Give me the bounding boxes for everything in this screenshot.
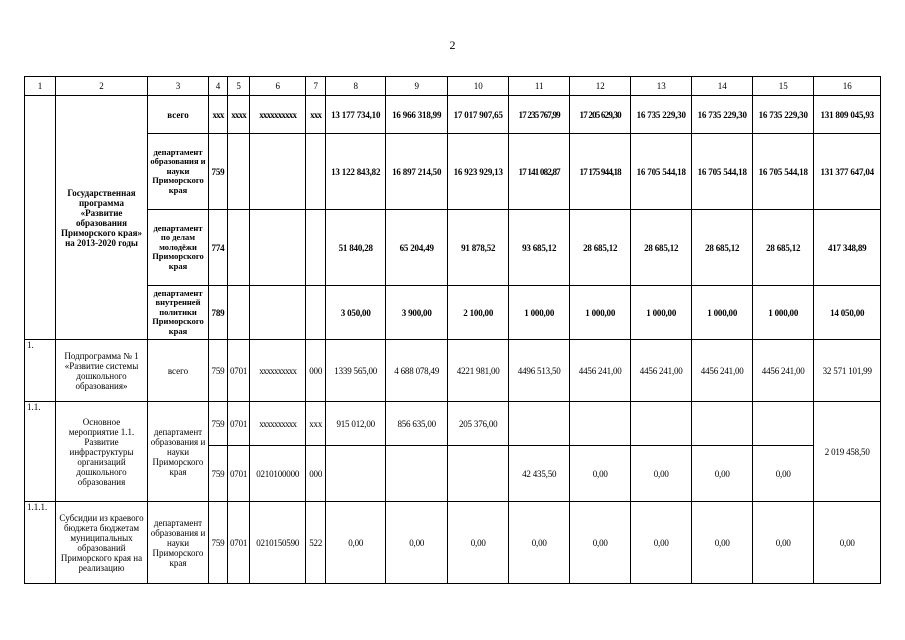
grbs-cell: 759 [209,446,228,502]
value-cell: 1 000,00 [631,286,692,340]
csr-cell: xxxxxxxxxx [250,340,306,402]
value-cell: 0,00 [448,502,509,584]
value-cell: 28 685,12 [753,210,814,286]
header-cell: 5 [228,77,250,96]
grbs-cell: 789 [209,286,228,340]
value-cell [692,402,753,446]
value-cell: 0,00 [753,502,814,584]
rz-cell: 0701 [228,340,250,402]
vr-cell: xxx [306,402,326,446]
value-cell: 28 685,12 [692,210,753,286]
grbs-cell: 759 [209,134,228,210]
value-cell [753,402,814,446]
vr-cell: 522 [306,502,326,584]
csr-cell [250,286,306,340]
rz-cell: 0701 [228,446,250,502]
csr-cell: 0210100000 [250,446,306,502]
value-cell: 0,00 [386,502,448,584]
value-cell: 16 735 229,30 [631,96,692,134]
grbs-cell: 774 [209,210,228,286]
header-cell: 4 [209,77,228,96]
rz-cell [228,134,250,210]
budget-table [24,76,881,584]
value-cell: 417 348,89 [814,210,881,286]
grbs-cell: 759 [209,340,228,402]
value-cell: 4456 241,00 [753,340,814,402]
value-cell: 4456 241,00 [631,340,692,402]
header-cell: 10 [448,77,509,96]
value-cell [570,402,631,446]
rz-cell [228,286,250,340]
value-cell: 16 705 544,18 [753,134,814,210]
table-row [25,210,881,286]
value-cell: 0,00 [570,446,631,502]
table-row [25,96,881,134]
activity-name: Основное мероприятие 1.1. Развитие инфраструктуры организаций дошкольного образования [56,402,148,502]
value-cell: 93 685,12 [509,210,570,286]
value-cell [326,446,386,502]
page-number: 2 [449,38,456,52]
row-number-cell: 1.1. [25,402,56,502]
vr-cell: xxx [306,96,326,134]
value-cell: 0,00 [692,502,753,584]
executor-cell: департамент образования и науки Приморского края [148,502,209,584]
value-cell: 1339 565,00 [326,340,386,402]
value-cell: 28 685,12 [631,210,692,286]
value-cell [509,402,570,446]
value-cell [386,446,448,502]
header-cell: 1 [25,77,56,96]
value-cell: 915 012,00 [326,402,386,446]
value-cell: 17 235 767,99 [509,96,570,134]
header-cell: 9 [386,77,448,96]
header-cell: 11 [509,77,570,96]
csr-cell [250,134,306,210]
rz-cell [228,210,250,286]
csr-cell: xxxxxxxxxx [250,96,306,134]
subprogram-name: Подпрограмма № 1 «Развитие системы дошкольного образования» [56,340,148,402]
value-cell: 0,00 [631,446,692,502]
row-number-cell: 1.1.1. [25,502,56,584]
vr-cell [306,210,326,286]
executor-cell: всего [148,96,209,134]
total-cell: 2 019 458,50 [814,402,881,502]
value-cell: 3 900,00 [386,286,448,340]
header-cell: 13 [631,77,692,96]
value-cell: 13 177 734,10 [326,96,386,134]
value-cell: 42 435,50 [509,446,570,502]
value-cell: 1 000,00 [509,286,570,340]
activity-name: Субсидии из краевого бюджета бюджетам муниципальных образований Приморского края на реализацию [56,502,148,584]
value-cell: 0,00 [814,502,881,584]
value-cell: 0,00 [753,446,814,502]
value-cell: 2 100,00 [448,286,509,340]
value-cell: 14 050,00 [814,286,881,340]
executor-cell: департамент образования и науки Приморского края [148,402,209,502]
value-cell: 0,00 [692,446,753,502]
header-cell: 6 [250,77,306,96]
rz-cell: 0701 [228,502,250,584]
value-cell: 16 735 229,30 [753,96,814,134]
header-cell: 16 [814,77,881,96]
value-cell: 4496 513,50 [509,340,570,402]
value-cell: 17 205 629,30 [570,96,631,134]
value-cell [448,446,509,502]
header-cell: 12 [570,77,631,96]
header-row [25,77,881,96]
value-cell: 16 966 318,99 [386,96,448,134]
header-cell: 15 [753,77,814,96]
vr-cell [306,286,326,340]
header-cell: 2 [56,77,148,96]
table-row [25,340,881,402]
table-row [25,402,881,446]
header-cell: 8 [326,77,386,96]
value-cell: 1 000,00 [570,286,631,340]
value-cell: 131 377 647,04 [814,134,881,210]
value-cell: 131 809 045,93 [814,96,881,134]
vr-cell: 000 [306,446,326,502]
csr-cell: xxxxxxxxxx [250,402,306,446]
value-cell: 4456 241,00 [570,340,631,402]
value-cell: 0,00 [509,502,570,584]
value-cell: 0,00 [326,502,386,584]
grbs-cell: xxx [209,96,228,134]
grbs-cell: 759 [209,402,228,446]
value-cell: 17 017 907,65 [448,96,509,134]
value-cell: 3 050,00 [326,286,386,340]
value-cell: 17 175 944,18 [570,134,631,210]
value-cell: 28 685,12 [570,210,631,286]
value-cell: 13 122 843,82 [326,134,386,210]
row-number-cell [25,96,56,340]
value-cell: 91 878,52 [448,210,509,286]
value-cell: 1 000,00 [692,286,753,340]
executor-cell: всего [148,340,209,402]
vr-cell [306,134,326,210]
value-cell: 17 141 082,87 [509,134,570,210]
header-cell: 14 [692,77,753,96]
header-cell: 7 [306,77,326,96]
table-row [25,502,881,584]
table-row [25,286,881,340]
value-cell: 51 840,28 [326,210,386,286]
value-cell: 16 923 929,13 [448,134,509,210]
executor-cell: департамент образования и науки Приморского края [148,134,209,210]
program-name: Государственная программа «Развитие образования Приморского края» на 2013-2020 годы [56,96,148,340]
value-cell: 205 376,00 [448,402,509,446]
csr-cell: 0210150590 [250,502,306,584]
value-cell: 4 688 078,49 [386,340,448,402]
csr-cell [250,210,306,286]
table-row [25,134,881,210]
value-cell: 16 735 229,30 [692,96,753,134]
value-cell: 32 571 101,99 [814,340,881,402]
row-number-cell: 1. [25,340,56,402]
value-cell: 0,00 [631,502,692,584]
rz-cell: xxxx [228,96,250,134]
value-cell: 16 705 544,18 [692,134,753,210]
value-cell: 4456 241,00 [692,340,753,402]
value-cell: 0,00 [570,502,631,584]
grbs-cell: 759 [209,502,228,584]
rz-cell: 0701 [228,402,250,446]
value-cell: 4221 981,00 [448,340,509,402]
header-cell: 3 [148,77,209,96]
executor-cell: департамент внутренней политики Приморского края [148,286,209,340]
value-cell [631,402,692,446]
executor-cell: департамент по делам молодёжи Приморского края [148,210,209,286]
value-cell: 16 897 214,50 [386,134,448,210]
value-cell: 16 705 544,18 [631,134,692,210]
value-cell: 1 000,00 [753,286,814,340]
vr-cell: 000 [306,340,326,402]
value-cell: 65 204,49 [386,210,448,286]
value-cell: 856 635,00 [386,402,448,446]
